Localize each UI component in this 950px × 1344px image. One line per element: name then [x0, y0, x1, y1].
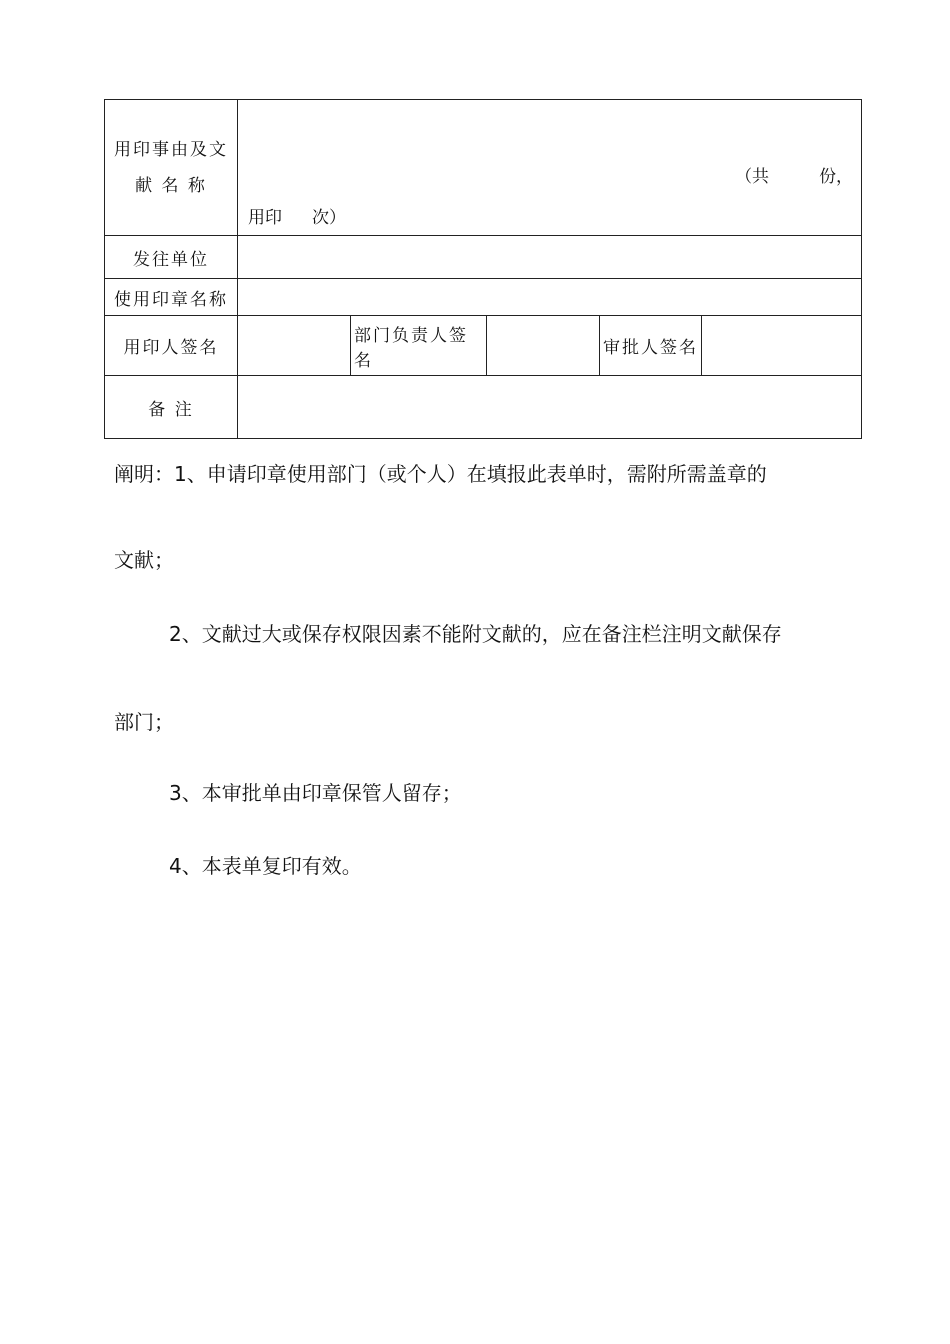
- purpose-field[interactable]: [238, 100, 862, 236]
- approver-sign-field[interactable]: [702, 316, 862, 376]
- remark-field[interactable]: [238, 376, 862, 439]
- share-count-text: [735, 162, 853, 187]
- note-2-line-1: 2、文献过大或保存权限因素不能附文献的，应在备注栏注明文献保存: [169, 622, 782, 646]
- approver-sign-label: 审批人签名: [600, 316, 702, 376]
- seal-request-form: [104, 99, 862, 439]
- dept-head-sign-field[interactable]: [487, 316, 600, 376]
- note-3: 3、本审批单由印章保管人留存；: [169, 781, 462, 805]
- times-count-text: [248, 203, 346, 228]
- times-prefix: 用印: [248, 208, 282, 228]
- note-1-line-2: 文献；: [114, 548, 174, 572]
- unit-label: 发往单位: [105, 236, 238, 279]
- unit-field[interactable]: [238, 236, 862, 279]
- seal-name-label: 使用印章名称: [105, 279, 238, 316]
- remark-label: 备 注: [105, 376, 238, 439]
- user-sign-field[interactable]: [238, 316, 351, 376]
- dept-head-sign-label: 部门负责人签名: [351, 316, 487, 376]
- times-suffix: 次）: [312, 208, 346, 228]
- share-suffix: 份，: [819, 167, 854, 187]
- purpose-label: [105, 100, 238, 236]
- note-4: 4、本表单复印有效。: [169, 854, 362, 878]
- purpose-label-line2: 献 名 称: [135, 175, 207, 196]
- user-sign-label: 用印人签名: [105, 316, 238, 376]
- note-2-line-2: 部门；: [114, 710, 174, 734]
- note-1-line-1: 阐明：1、申请印章使用部门（或个人）在填报此表单时，需附所需盖章的: [114, 462, 767, 486]
- share-prefix: （共: [735, 167, 770, 187]
- purpose-label-line1: 用印事由及文: [114, 139, 228, 160]
- seal-name-field[interactable]: [238, 279, 862, 316]
